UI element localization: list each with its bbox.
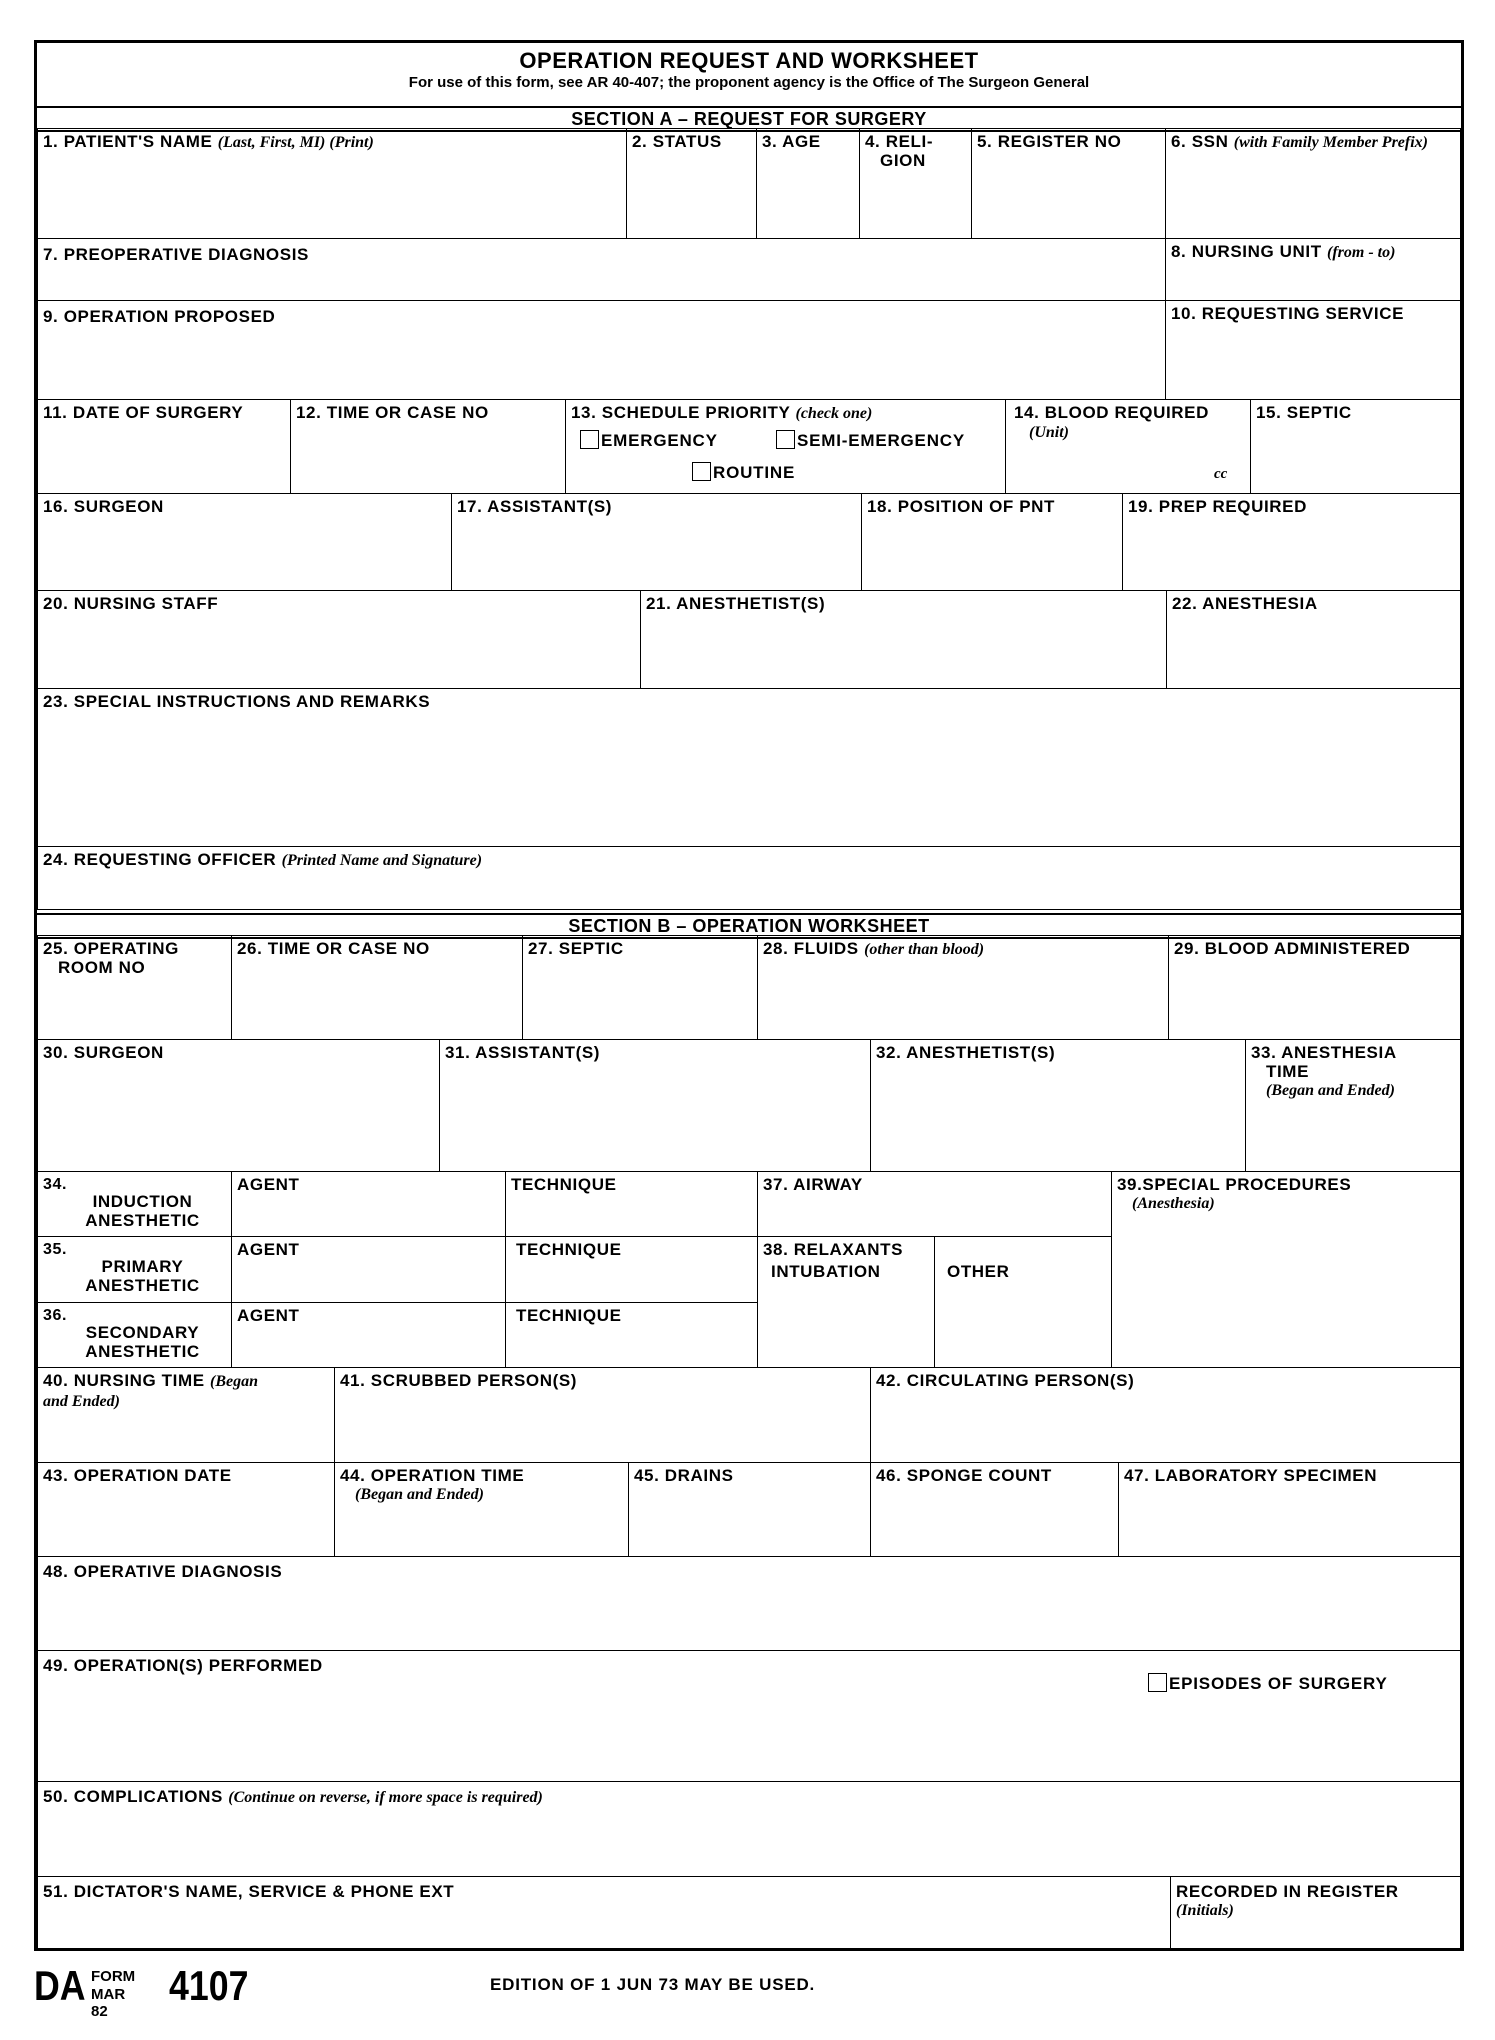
routine-option[interactable]	[692, 462, 795, 483]
laboratory-specimen-field[interactable]	[1118, 1462, 1461, 1557]
secondary-technique-label: TECHNIQUE	[516, 1306, 622, 1325]
operation-time-field[interactable]	[334, 1462, 629, 1557]
blood-required-field[interactable]	[1005, 399, 1251, 494]
section-b-title: SECTION B – OPERATION WORKSHEET	[37, 913, 1461, 939]
nursing-staff-field[interactable]	[37, 590, 641, 689]
prep-required-field[interactable]	[1122, 493, 1461, 591]
requesting-service-label: 10. REQUESTING SERVICE	[1171, 304, 1405, 323]
septic-field[interactable]	[1250, 399, 1461, 494]
form-subtitle: For use of this form, see AR 40-407; the proponent agency is the Office of The Surgeon General	[408, 74, 1090, 91]
patient-name-label: 1. PATIENT'S NAME	[43, 132, 213, 151]
nursing-unit-field[interactable]	[1165, 238, 1461, 301]
nursing-time-note: (Began	[210, 1373, 259, 1390]
relaxants-intubation-field[interactable]	[757, 1236, 935, 1368]
complications-note: (Continue on reverse, if more space is required)	[228, 1789, 543, 1806]
ssn-field[interactable]	[1165, 128, 1461, 239]
fluids-note: (other than blood)	[864, 941, 985, 958]
religion-label-2: GION	[880, 151, 926, 170]
blood-required-note: (Unit)	[1029, 424, 1069, 441]
register-no-field[interactable]	[971, 128, 1166, 239]
status-field[interactable]	[626, 128, 757, 239]
schedule-priority-field	[565, 399, 1006, 494]
assistants-label: 17. ASSISTANT(S)	[457, 497, 613, 516]
operations-performed-field[interactable]	[37, 1650, 1461, 1782]
primary-agent-label: AGENT	[237, 1240, 300, 1259]
b-surgeon-label: 30. SURGEON	[43, 1043, 164, 1062]
anesthesia-time-label: 33. ANESTHESIA	[1251, 1043, 1397, 1062]
position-of-pnt-field[interactable]	[861, 493, 1123, 591]
episodes-of-surgery-checkbox[interactable]	[1148, 1673, 1167, 1692]
anesthetists-label: 21. ANESTHETIST(S)	[646, 594, 826, 613]
relaxants-other-field[interactable]	[934, 1236, 1112, 1368]
status-label: 2. STATUS	[632, 132, 722, 151]
induction-label-2: ANESTHETIC	[85, 1211, 200, 1230]
surgeon-field[interactable]	[37, 493, 452, 591]
secondary-anesthetic-label-cell	[37, 1302, 232, 1368]
surgeon-label: 16. SURGEON	[43, 497, 164, 516]
b-anesthetists-label: 32. ANESTHETIST(S)	[876, 1043, 1056, 1062]
operating-room-no-label: 25. OPERATING	[43, 939, 179, 958]
form-word: FORM	[91, 1968, 136, 1985]
dictator-label: 51. DICTATOR'S NAME, SERVICE & PHONE EXT	[43, 1882, 455, 1901]
special-instructions-label: 23. SPECIAL INSTRUCTIONS AND REMARKS	[43, 692, 431, 711]
prep-required-label: 19. PREP REQUIRED	[1128, 497, 1307, 516]
induction-agent-field[interactable]	[231, 1171, 506, 1237]
anesthesia-time-label-2: TIME	[1266, 1062, 1310, 1081]
nursing-unit-label: 8. NURSING UNIT	[1171, 242, 1322, 261]
recorded-in-register-field[interactable]	[1170, 1876, 1461, 1951]
emergency-option[interactable]	[580, 430, 718, 451]
induction-number: 34.	[43, 1176, 68, 1193]
secondary-label: SECONDARY	[85, 1323, 200, 1342]
requesting-service-field[interactable]	[1165, 300, 1461, 400]
semi-emergency-option[interactable]	[776, 430, 965, 451]
section-a-title: SECTION A – REQUEST FOR SURGERY	[37, 106, 1461, 132]
ssn-label: 6. SSN	[1171, 132, 1229, 151]
time-or-case-no-field[interactable]	[290, 399, 566, 494]
emergency-label: EMERGENCY	[601, 431, 718, 450]
induction-anesthetic-label-cell	[37, 1171, 232, 1237]
operations-performed-label: 49. OPERATION(S) PERFORMED	[43, 1656, 323, 1675]
operative-diagnosis-label: 48. OPERATIVE DIAGNOSIS	[43, 1562, 283, 1581]
b-time-or-case-no-field[interactable]	[231, 935, 523, 1040]
b-septic-label: 27. SEPTIC	[528, 939, 624, 958]
scrubbed-persons-field[interactable]	[334, 1367, 871, 1463]
primary-agent-field[interactable]	[231, 1236, 506, 1303]
induction-label: INDUCTION	[92, 1192, 193, 1211]
routine-label: ROUTINE	[713, 463, 796, 482]
secondary-number: 36.	[43, 1307, 68, 1324]
secondary-label-2: ANESTHETIC	[85, 1342, 200, 1361]
primary-label: PRIMARY	[101, 1257, 184, 1276]
form-number: 4107	[169, 1962, 249, 2009]
date-of-surgery-label: 11. DATE OF SURGERY	[43, 403, 244, 422]
anesthetists-field[interactable]	[640, 590, 1167, 689]
position-of-pnt-label: 18. POSITION OF PNT	[867, 497, 1056, 516]
nursing-unit-note: (from - to)	[1327, 244, 1396, 261]
semi-emergency-checkbox[interactable]	[776, 430, 795, 449]
requesting-officer-field[interactable]	[37, 846, 1461, 910]
relaxants-label: 38. RELAXANTS	[763, 1240, 904, 1259]
operation-date-label: 43. OPERATION DATE	[43, 1466, 232, 1485]
induction-technique-field[interactable]	[505, 1171, 758, 1237]
anesthesia-label: 22. ANESTHESIA	[1172, 594, 1318, 613]
operation-date-field[interactable]	[37, 1462, 335, 1557]
induction-agent-label: AGENT	[237, 1175, 300, 1194]
nursing-time-field[interactable]	[37, 1367, 335, 1463]
b-surgeon-field[interactable]	[37, 1039, 440, 1172]
edition-note: EDITION OF 1 JUN 73 MAY BE USED.	[490, 1975, 816, 1994]
nursing-staff-label: 20. NURSING STAFF	[43, 594, 219, 613]
drains-field[interactable]	[628, 1462, 871, 1557]
age-field[interactable]	[756, 128, 860, 239]
scrubbed-persons-label: 41. SCRUBBED PERSON(S)	[340, 1371, 578, 1390]
sponge-count-label: 46. SPONGE COUNT	[876, 1466, 1052, 1485]
intubation-label: INTUBATION	[771, 1262, 881, 1281]
recorded-in-register-note: (Initials)	[1176, 1902, 1234, 1919]
emergency-checkbox[interactable]	[580, 430, 599, 449]
preoperative-diagnosis-label: 7. PREOPERATIVE DIAGNOSIS	[43, 245, 309, 264]
b-time-or-case-no-label: 26. TIME OR CASE NO	[237, 939, 430, 958]
nursing-time-note-2: and Ended)	[43, 1393, 120, 1410]
operation-time-note: (Began and Ended)	[355, 1486, 484, 1503]
fluids-field[interactable]	[757, 935, 1169, 1040]
recorded-in-register-label: RECORDED IN REGISTER	[1176, 1882, 1399, 1901]
circulating-persons-label: 42. CIRCULATING PERSON(S)	[876, 1371, 1135, 1390]
semi-emergency-label: SEMI-EMERGENCY	[797, 431, 965, 450]
drains-label: 45. DRAINS	[634, 1466, 734, 1485]
anesthesia-time-note: (Began and Ended)	[1266, 1082, 1395, 1099]
register-no-label: 5. REGISTER NO	[977, 132, 1122, 151]
form-title: OPERATION REQUEST AND WORKSHEET	[519, 48, 979, 73]
operation-request-form	[34, 40, 1464, 1951]
secondary-technique-field[interactable]	[505, 1302, 758, 1368]
routine-checkbox[interactable]	[692, 462, 711, 481]
b-anesthetists-field[interactable]	[870, 1039, 1246, 1172]
requesting-officer-label: 24. REQUESTING OFFICER	[43, 850, 277, 869]
operation-time-label: 44. OPERATION TIME	[340, 1466, 525, 1485]
blood-unit-cc: cc	[1214, 466, 1228, 482]
time-or-case-no-label: 12. TIME OR CASE NO	[296, 403, 489, 422]
age-label: 3. AGE	[762, 132, 821, 151]
special-procedures-label: 39.SPECIAL PROCEDURES	[1117, 1175, 1352, 1194]
date-of-surgery-field[interactable]	[37, 399, 291, 494]
form-date: MAR 82	[91, 1986, 126, 2020]
assistants-field[interactable]	[451, 493, 862, 591]
primary-technique-field[interactable]	[505, 1236, 758, 1303]
nursing-time-label: 40. NURSING TIME	[43, 1371, 205, 1390]
episodes-of-surgery-label: EPISODES OF SURGERY	[1169, 1674, 1388, 1693]
induction-technique-label: TECHNIQUE	[511, 1175, 617, 1194]
episodes-of-surgery-option[interactable]	[1148, 1673, 1388, 1694]
patient-name-field[interactable]	[37, 128, 627, 239]
laboratory-specimen-label: 47. LABORATORY SPECIMEN	[1124, 1466, 1378, 1485]
b-septic-field[interactable]	[522, 935, 758, 1040]
form-da: DA	[34, 1962, 86, 2009]
operation-proposed-label: 9. OPERATION PROPOSED	[43, 307, 276, 326]
dictator-field[interactable]	[37, 1876, 1171, 1951]
airway-field[interactable]	[757, 1171, 1112, 1237]
b-assistants-label: 31. ASSISTANT(S)	[445, 1043, 601, 1062]
operation-proposed-field[interactable]	[37, 300, 1166, 400]
preoperative-diagnosis-field[interactable]	[37, 238, 1166, 301]
anesthesia-field[interactable]	[1166, 590, 1461, 689]
ssn-note: (with Family Member Prefix)	[1233, 134, 1428, 151]
complications-field[interactable]	[37, 1781, 1461, 1877]
special-procedures-field[interactable]	[1111, 1171, 1461, 1368]
fluids-label: 28. FLUIDS	[763, 939, 859, 958]
requesting-officer-note: (Printed Name and Signature)	[281, 852, 483, 869]
other-label: OTHER	[947, 1262, 1010, 1281]
blood-administered-field[interactable]	[1168, 935, 1461, 1040]
patient-name-note: (Last, First, MI) (Print)	[217, 134, 374, 151]
anesthesia-time-field[interactable]	[1245, 1039, 1461, 1172]
sponge-count-field[interactable]	[870, 1462, 1119, 1557]
special-instructions-field[interactable]	[37, 688, 1461, 847]
b-assistants-field[interactable]	[439, 1039, 871, 1172]
primary-technique-label: TECHNIQUE	[516, 1240, 622, 1259]
schedule-priority-note: (check one)	[795, 405, 873, 422]
religion-field[interactable]	[859, 128, 972, 239]
septic-label: 15. SEPTIC	[1256, 403, 1352, 422]
blood-administered-label: 29. BLOOD ADMINISTERED	[1174, 939, 1411, 958]
circulating-persons-field[interactable]	[870, 1367, 1461, 1463]
operative-diagnosis-field[interactable]	[37, 1556, 1461, 1651]
operating-room-no-field[interactable]	[37, 935, 232, 1040]
primary-number: 35.	[43, 1241, 68, 1258]
special-procedures-note: (Anesthesia)	[1132, 1195, 1215, 1212]
primary-anesthetic-label-cell	[37, 1236, 232, 1303]
operating-room-no-label-2: ROOM NO	[58, 958, 146, 977]
secondary-agent-field[interactable]	[231, 1302, 506, 1368]
religion-label: 4. RELI-	[865, 132, 934, 151]
secondary-agent-label: AGENT	[237, 1306, 300, 1325]
complications-label: 50. COMPLICATIONS	[43, 1787, 223, 1806]
primary-label-2: ANESTHETIC	[85, 1276, 200, 1295]
schedule-priority-label: 13. SCHEDULE PRIORITY	[571, 403, 791, 422]
blood-required-label: 14. BLOOD REQUIRED	[1014, 403, 1209, 422]
airway-label: 37. AIRWAY	[763, 1175, 863, 1194]
